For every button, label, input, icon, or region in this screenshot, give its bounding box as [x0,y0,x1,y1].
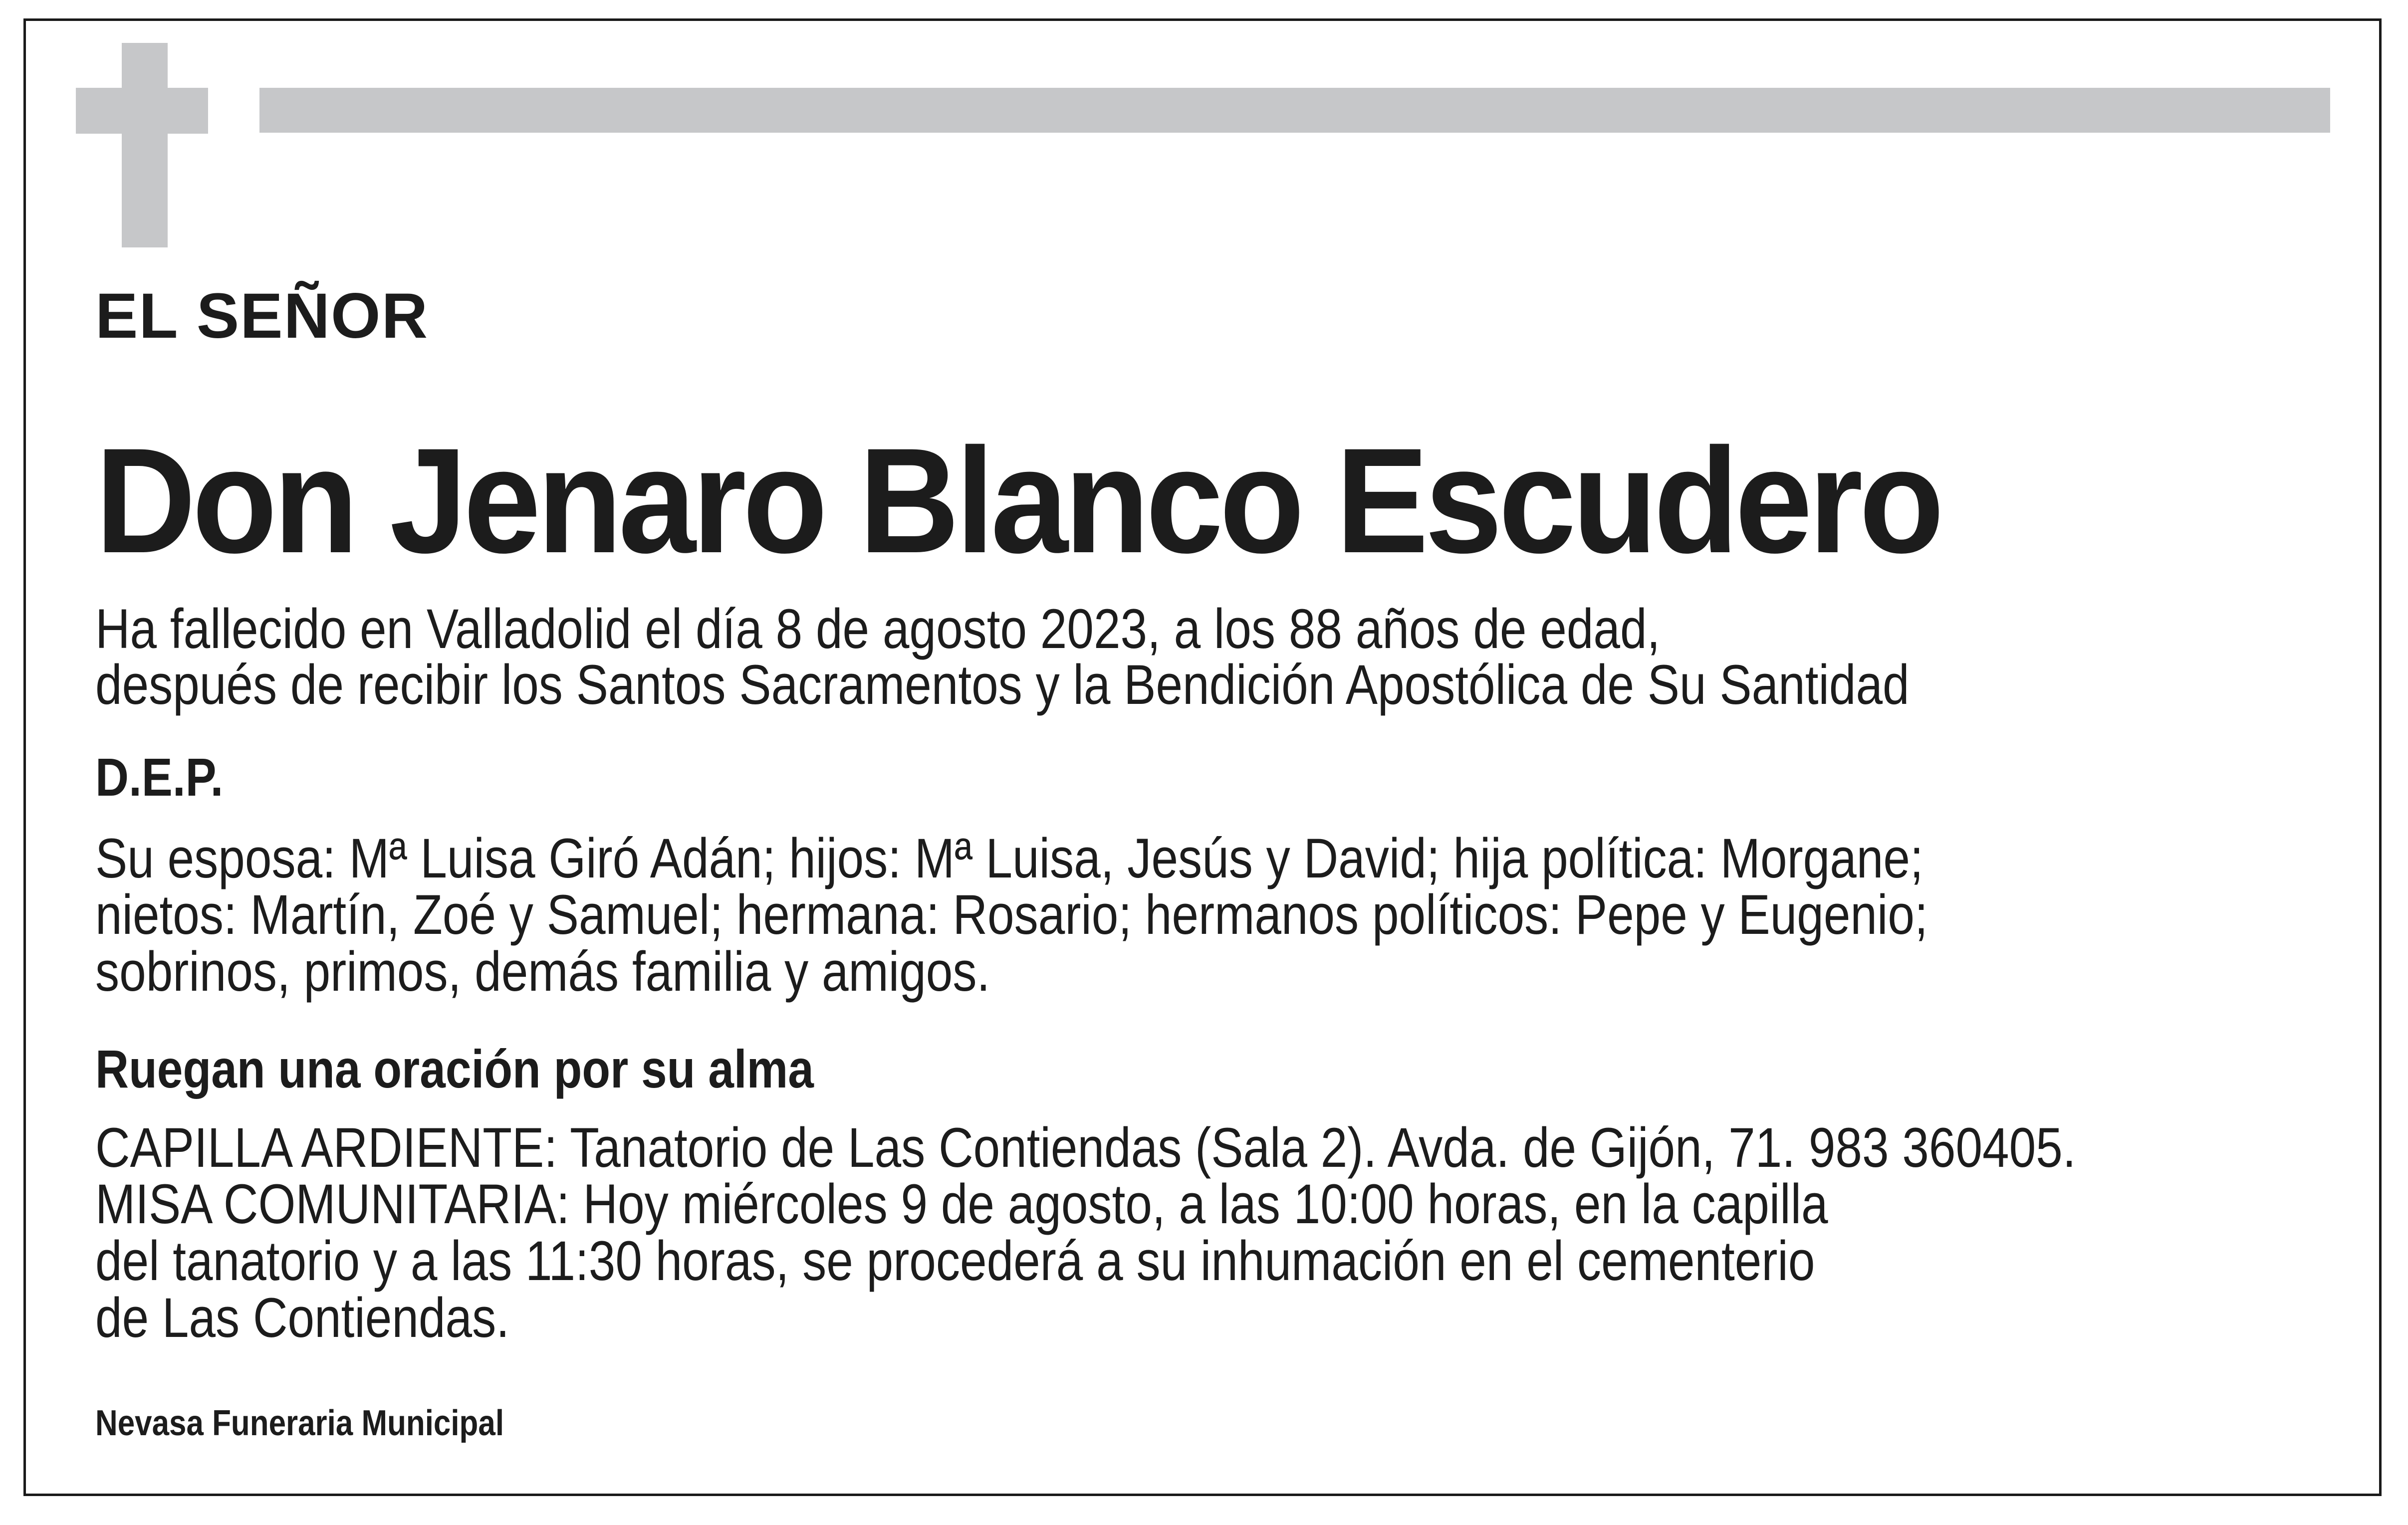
deceased-name: Don Jenaro Blanco Escudero [95,417,1940,584]
death-line-1: Ha fallecido en Valladolid el día 8 de agosto 2023, a los 88 años de edad, [95,598,1661,660]
prayer-heading: Ruegan una oración por su alma [95,1039,814,1099]
death-line-2: después de recibir los Santos Sacramentos y la Bendición Apostólica de Su Santidad [95,654,1910,716]
ceremony-line-1: CAPILLA ARDIENTE: Tanatorio de Las Contiendas (Sala 2). Avda. de Gijón, 71. 983 360405. [95,1116,2076,1179]
family-line-1: Su esposa: Mª Luisa Giró Adán; hijos: Mª Luisa, Jesús y David; hija política: Morgane; [95,827,1924,889]
family-line-2: nietos: Martín, Zoé y Samuel; hermana: Rosario; hermanos políticos: Pepe y Eugenio; [95,883,1928,946]
header-bar [259,88,2330,133]
cross-icon [76,43,208,247]
title-label: EL SEÑOR [95,280,429,352]
funeral-home: Nevasa Funeraria Municipal [95,1403,504,1443]
ceremony-line-4: de Las Contiendas. [95,1287,510,1349]
ceremony-line-3: del tanatorio y a las 11:30 horas, se procederá a su inhumación en el cementerio [95,1230,1815,1292]
family-line-3: sobrinos, primos, demás familia y amigos. [95,940,990,1003]
ceremony-line-2: MISA COMUNITARIA: Hoy miércoles 9 de agosto, a las 10:00 horas, en la capilla [95,1173,1828,1235]
dep-label: D.E.P. [95,747,224,807]
